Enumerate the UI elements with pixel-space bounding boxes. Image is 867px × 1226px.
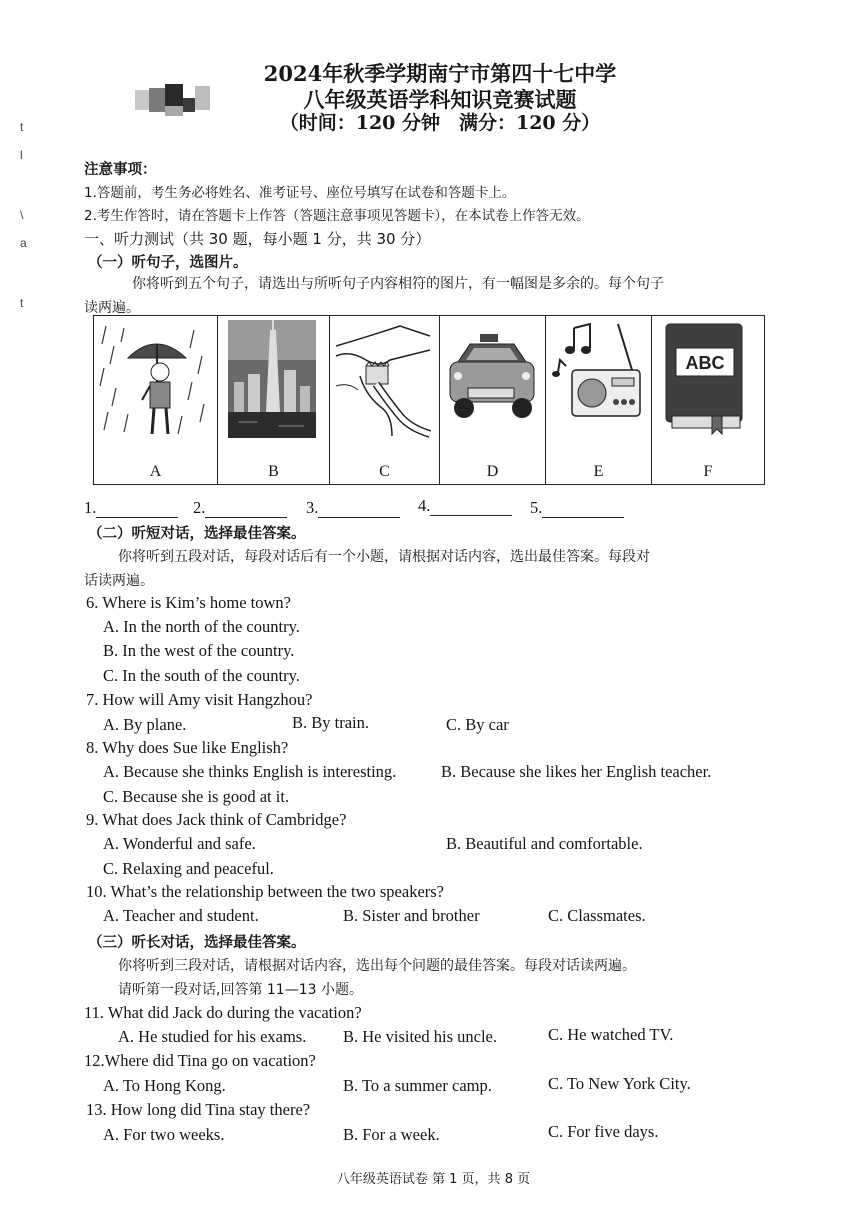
option-c[interactable]: C. In the south of the country. bbox=[103, 666, 300, 685]
section2-instructions: 你将听到五段对话，每段对话后有一个小题，请根据对话内容，选出最佳答案。每段对 bbox=[118, 549, 650, 565]
exam-title-line1: 2024年秋季学期南宁市第四十七中学 bbox=[263, 61, 617, 86]
option-c[interactable]: C. By car bbox=[446, 715, 509, 734]
section2-instructions: 话读两遍。 bbox=[84, 573, 154, 589]
section1-instructions: 读两遍。 bbox=[84, 300, 140, 316]
option-a[interactable]: A. For two weeks. bbox=[103, 1125, 225, 1144]
question-9: 9. What does Jack think of Cambridge? bbox=[86, 810, 347, 829]
redacted-logo bbox=[135, 84, 210, 116]
option-b[interactable]: B. Because she likes her English teacher. bbox=[441, 762, 712, 781]
option-a[interactable]: A. In the north of the country. bbox=[103, 617, 300, 636]
exam-time-score: （时间：120 分钟 满分：120 分） bbox=[279, 112, 601, 134]
section2-heading: （二）听短对话，选择最佳答案。 bbox=[88, 526, 306, 542]
page-footer: 八年级英语试卷 第 1 页，共 8 页 bbox=[336, 1172, 531, 1187]
question-12: 12.Where did Tina go on vacation? bbox=[84, 1051, 316, 1070]
great-wall-icon bbox=[330, 316, 438, 456]
option-c[interactable]: C. Because she is good at it. bbox=[103, 787, 290, 806]
question-7: 7. How will Amy visit Hangzhou? bbox=[86, 690, 313, 709]
picture-letter: E bbox=[593, 463, 604, 480]
margin-mark: t bbox=[20, 296, 24, 310]
option-c[interactable]: C. He watched TV. bbox=[548, 1025, 674, 1044]
margin-mark: \ bbox=[20, 208, 24, 222]
question-11: 11. What did Jack do during the vacation? bbox=[84, 1003, 362, 1022]
abc-book-icon bbox=[652, 316, 762, 456]
picture-letter: B bbox=[268, 463, 279, 480]
answer-blank-1[interactable] bbox=[84, 498, 178, 518]
answer-blank-4[interactable] bbox=[418, 496, 512, 516]
picture-option bbox=[546, 316, 652, 484]
option-a[interactable]: A. Teacher and student. bbox=[103, 906, 259, 925]
notes-item: 1.答题前，考生务必将姓名、准考证号、座位号填写在试卷和答题卡上。 bbox=[84, 185, 516, 201]
picture-letter: A bbox=[149, 463, 162, 480]
picture-option bbox=[218, 316, 330, 484]
answer-blank-5[interactable] bbox=[530, 498, 624, 518]
option-b[interactable]: B. He visited his uncle. bbox=[343, 1027, 497, 1046]
option-a[interactable]: A. Wonderful and safe. bbox=[103, 834, 256, 853]
picture-options-table bbox=[93, 315, 765, 485]
question-6: 6. Where is Kim’s home town? bbox=[86, 593, 291, 612]
part1-heading: 一、听力测试（共 30 题，每小题 1 分，共 30 分） bbox=[84, 230, 431, 248]
blank-number: 3. bbox=[306, 498, 319, 517]
option-a[interactable]: A. Because she thinks English is interesting. bbox=[103, 762, 397, 781]
question-10: 10. What’s the relationship between the two speakers? bbox=[86, 882, 445, 901]
question-13: 13. How long did Tina stay there? bbox=[86, 1100, 311, 1119]
margin-mark: t bbox=[20, 120, 24, 134]
answer-blank-2[interactable] bbox=[193, 498, 287, 518]
exam-title-line2: 八年级英语学科知识竞赛试题 bbox=[303, 87, 577, 112]
picture-option bbox=[94, 316, 218, 484]
option-b[interactable]: B. In the west of the country. bbox=[103, 641, 295, 660]
notes-item: 2.考生作答时，请在答题卡上作答（答题注意事项见答题卡），在本试卷上作答无效。 bbox=[84, 208, 590, 224]
blank-number: 1. bbox=[84, 498, 97, 517]
section1-heading: （一）听句子，选图片。 bbox=[88, 255, 248, 271]
question-8: 8. Why does Sue like English? bbox=[86, 738, 289, 757]
radio-icon bbox=[546, 316, 650, 456]
blank-number: 2. bbox=[193, 498, 206, 517]
rain-umbrella-icon bbox=[94, 316, 216, 456]
blank-number: 5. bbox=[530, 498, 543, 517]
option-c[interactable]: C. For five days. bbox=[548, 1122, 659, 1141]
taxi-icon bbox=[440, 316, 544, 456]
city-skyline-icon bbox=[218, 316, 328, 456]
option-a[interactable]: A. By plane. bbox=[103, 715, 187, 734]
picture-option bbox=[440, 316, 546, 484]
section3-instructions: 你将听到三段对话，请根据对话内容，选出每个问题的最佳答案。每段对话读两遍。 bbox=[118, 958, 636, 974]
margin-mark: l bbox=[20, 148, 23, 162]
option-c[interactable]: C. Classmates. bbox=[548, 906, 646, 925]
book-text: ABC bbox=[685, 353, 725, 373]
option-b[interactable]: B. For a week. bbox=[343, 1125, 440, 1144]
section1-instructions: 你将听到五个句子，请选出与所听句子内容相符的图片，有一幅图是多余的。每个句子 bbox=[132, 276, 664, 292]
section3-heading: （三）听长对话，选择最佳答案。 bbox=[88, 935, 306, 951]
picture-option bbox=[330, 316, 440, 484]
picture-letter: D bbox=[486, 463, 499, 480]
notes-heading: 注意事项： bbox=[84, 162, 157, 178]
option-b[interactable]: B. To a summer camp. bbox=[343, 1076, 492, 1095]
picture-letter: F bbox=[703, 463, 713, 480]
picture-option bbox=[652, 316, 764, 484]
answer-blank-3[interactable] bbox=[306, 498, 400, 518]
section3-instructions: 请听第一段对话,回答第 11—13 小题。 bbox=[118, 982, 363, 998]
option-a[interactable]: A. To Hong Kong. bbox=[103, 1076, 226, 1095]
option-c[interactable]: C. Relaxing and peaceful. bbox=[103, 859, 274, 878]
picture-letter: C bbox=[379, 463, 390, 480]
option-c[interactable]: C. To New York City. bbox=[548, 1074, 691, 1093]
redacted-logo-graphic bbox=[135, 84, 210, 116]
margin-mark: a bbox=[20, 236, 27, 250]
option-b[interactable]: B. By train. bbox=[292, 713, 369, 732]
option-b[interactable]: B. Sister and brother bbox=[343, 906, 480, 925]
option-a[interactable]: A. He studied for his exams. bbox=[118, 1027, 307, 1046]
blank-number: 4. bbox=[418, 496, 431, 515]
option-b[interactable]: B. Beautiful and comfortable. bbox=[446, 834, 643, 853]
